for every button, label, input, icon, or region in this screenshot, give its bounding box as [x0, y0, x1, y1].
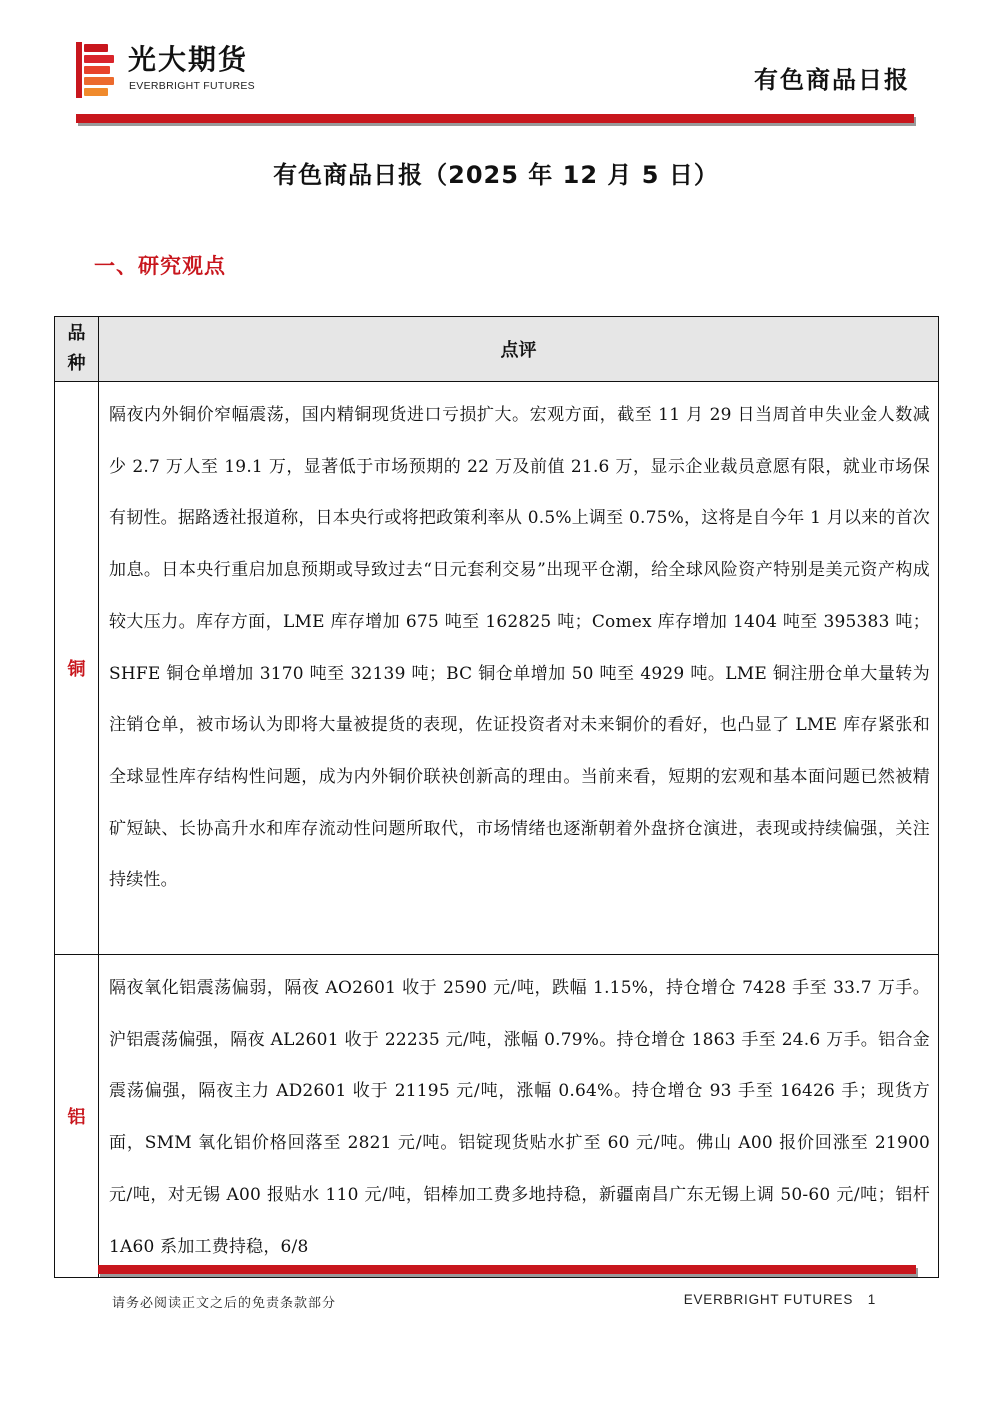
document-title: 有色商品日报（2025 年 12 月 5 日） — [273, 161, 719, 189]
commodity-copper: 铜 — [55, 382, 99, 955]
header-comment: 点评 — [99, 317, 939, 382]
research-view-table — [54, 316, 939, 1278]
comment-aluminum-text: 隔夜氧化铝震荡偏弱，隔夜 AO2601 收于 2590 元/吨，跌幅 1.15%，持仓增仓 7428 手至 33.7 万手。沪铝震荡偏强，隔夜 AL2601 收于 22235 元/吨，涨幅 0.79%。持仓增仓 1863 手至 24.6 万手。铝合金震荡偏强，隔夜主力 AD2601 收于 21195 元/吨，涨幅 0.64%。持仓增仓 93 手至 16426 手；现货方面，SMM 氧化铝价格回落至 2821 元/吨。铝锭现货贴水扩至 60 元/吨。佛山 A00 报价回涨至 21900 元/吨，对无锡 A00 报贴水 110 元/吨，铝棒加工费多地持稳，新疆南昌广东无锡上调 50-60 元/吨；铝杆 1A60 系加工费持稳，6/8 — [109, 978, 930, 1257]
footer-disclaimer: 请务必阅读正文之后的免责条款部分 — [112, 1296, 337, 1311]
footer-brand-en: EVERBRIGHT FUTURES — [683, 1292, 854, 1307]
section-title: 一、研究观点 — [94, 254, 226, 278]
header-kind-label: 品种 — [67, 323, 86, 374]
header-kind — [55, 317, 99, 382]
brand-logo — [76, 42, 296, 100]
page-number: 1 — [867, 1292, 876, 1307]
brand-name-cn: 光大期货 — [128, 43, 249, 76]
header-divider — [76, 114, 914, 123]
everbright-logo-icon — [76, 42, 116, 98]
commodity-aluminum: 铝 — [55, 955, 99, 1278]
footer-divider — [98, 1265, 916, 1274]
table-row — [55, 382, 939, 955]
table-header-row — [55, 317, 939, 382]
comment-aluminum — [99, 955, 939, 1278]
footer-brand — [684, 1292, 876, 1307]
table-row — [55, 955, 939, 1278]
brand-name-en: EVERBRIGHT FUTURES — [129, 80, 255, 92]
comment-copper: 隔夜内外铜价窄幅震荡，国内精铜现货进口亏损扩大。宏观方面，截至 11 月 29 日当周首申失业金人数减少 2.7 万人至 19.1 万，显著低于市场预期的 22 万及前值 21.6 万，显示企业裁员意愿有限，就业市场保有韧性。据路透社报道称，日本央行或将把政策利率从 0.5%上调至 0.75%，这将是自今年 1 月以来的首次加息。日本央行重启加息预期或导致过去“日元套利交易”出现平仓潮，给全球风险资产特别是美元资产构成较大压力。库存方面，LME 库存增加 675 吨至 162825 吨；Comex 库存增加 1404 吨至 395383 吨；SHFE 铜仓单增加 3170 吨至 32139 吨；BC 铜仓单增加 50 吨至 4929 吨。LME 铜注册仓单大量转为注销仓单，被市场认为即将大量被提货的表现，佐证投资者对未来铜价的看好，也凸显了 LME 库存紧张和全球显性库存结构性问题，成为内外铜价联袂创新高的理由。当前来看，短期的宏观和基本面问题已然被精矿短缺、长协高升水和库存流动性问题所取代，市场情绪也逐渐朝着外盘挤仓演进，表现或持续偏强，关注持续性。 — [99, 382, 939, 955]
report-name: 有色商品日报 — [754, 66, 910, 94]
